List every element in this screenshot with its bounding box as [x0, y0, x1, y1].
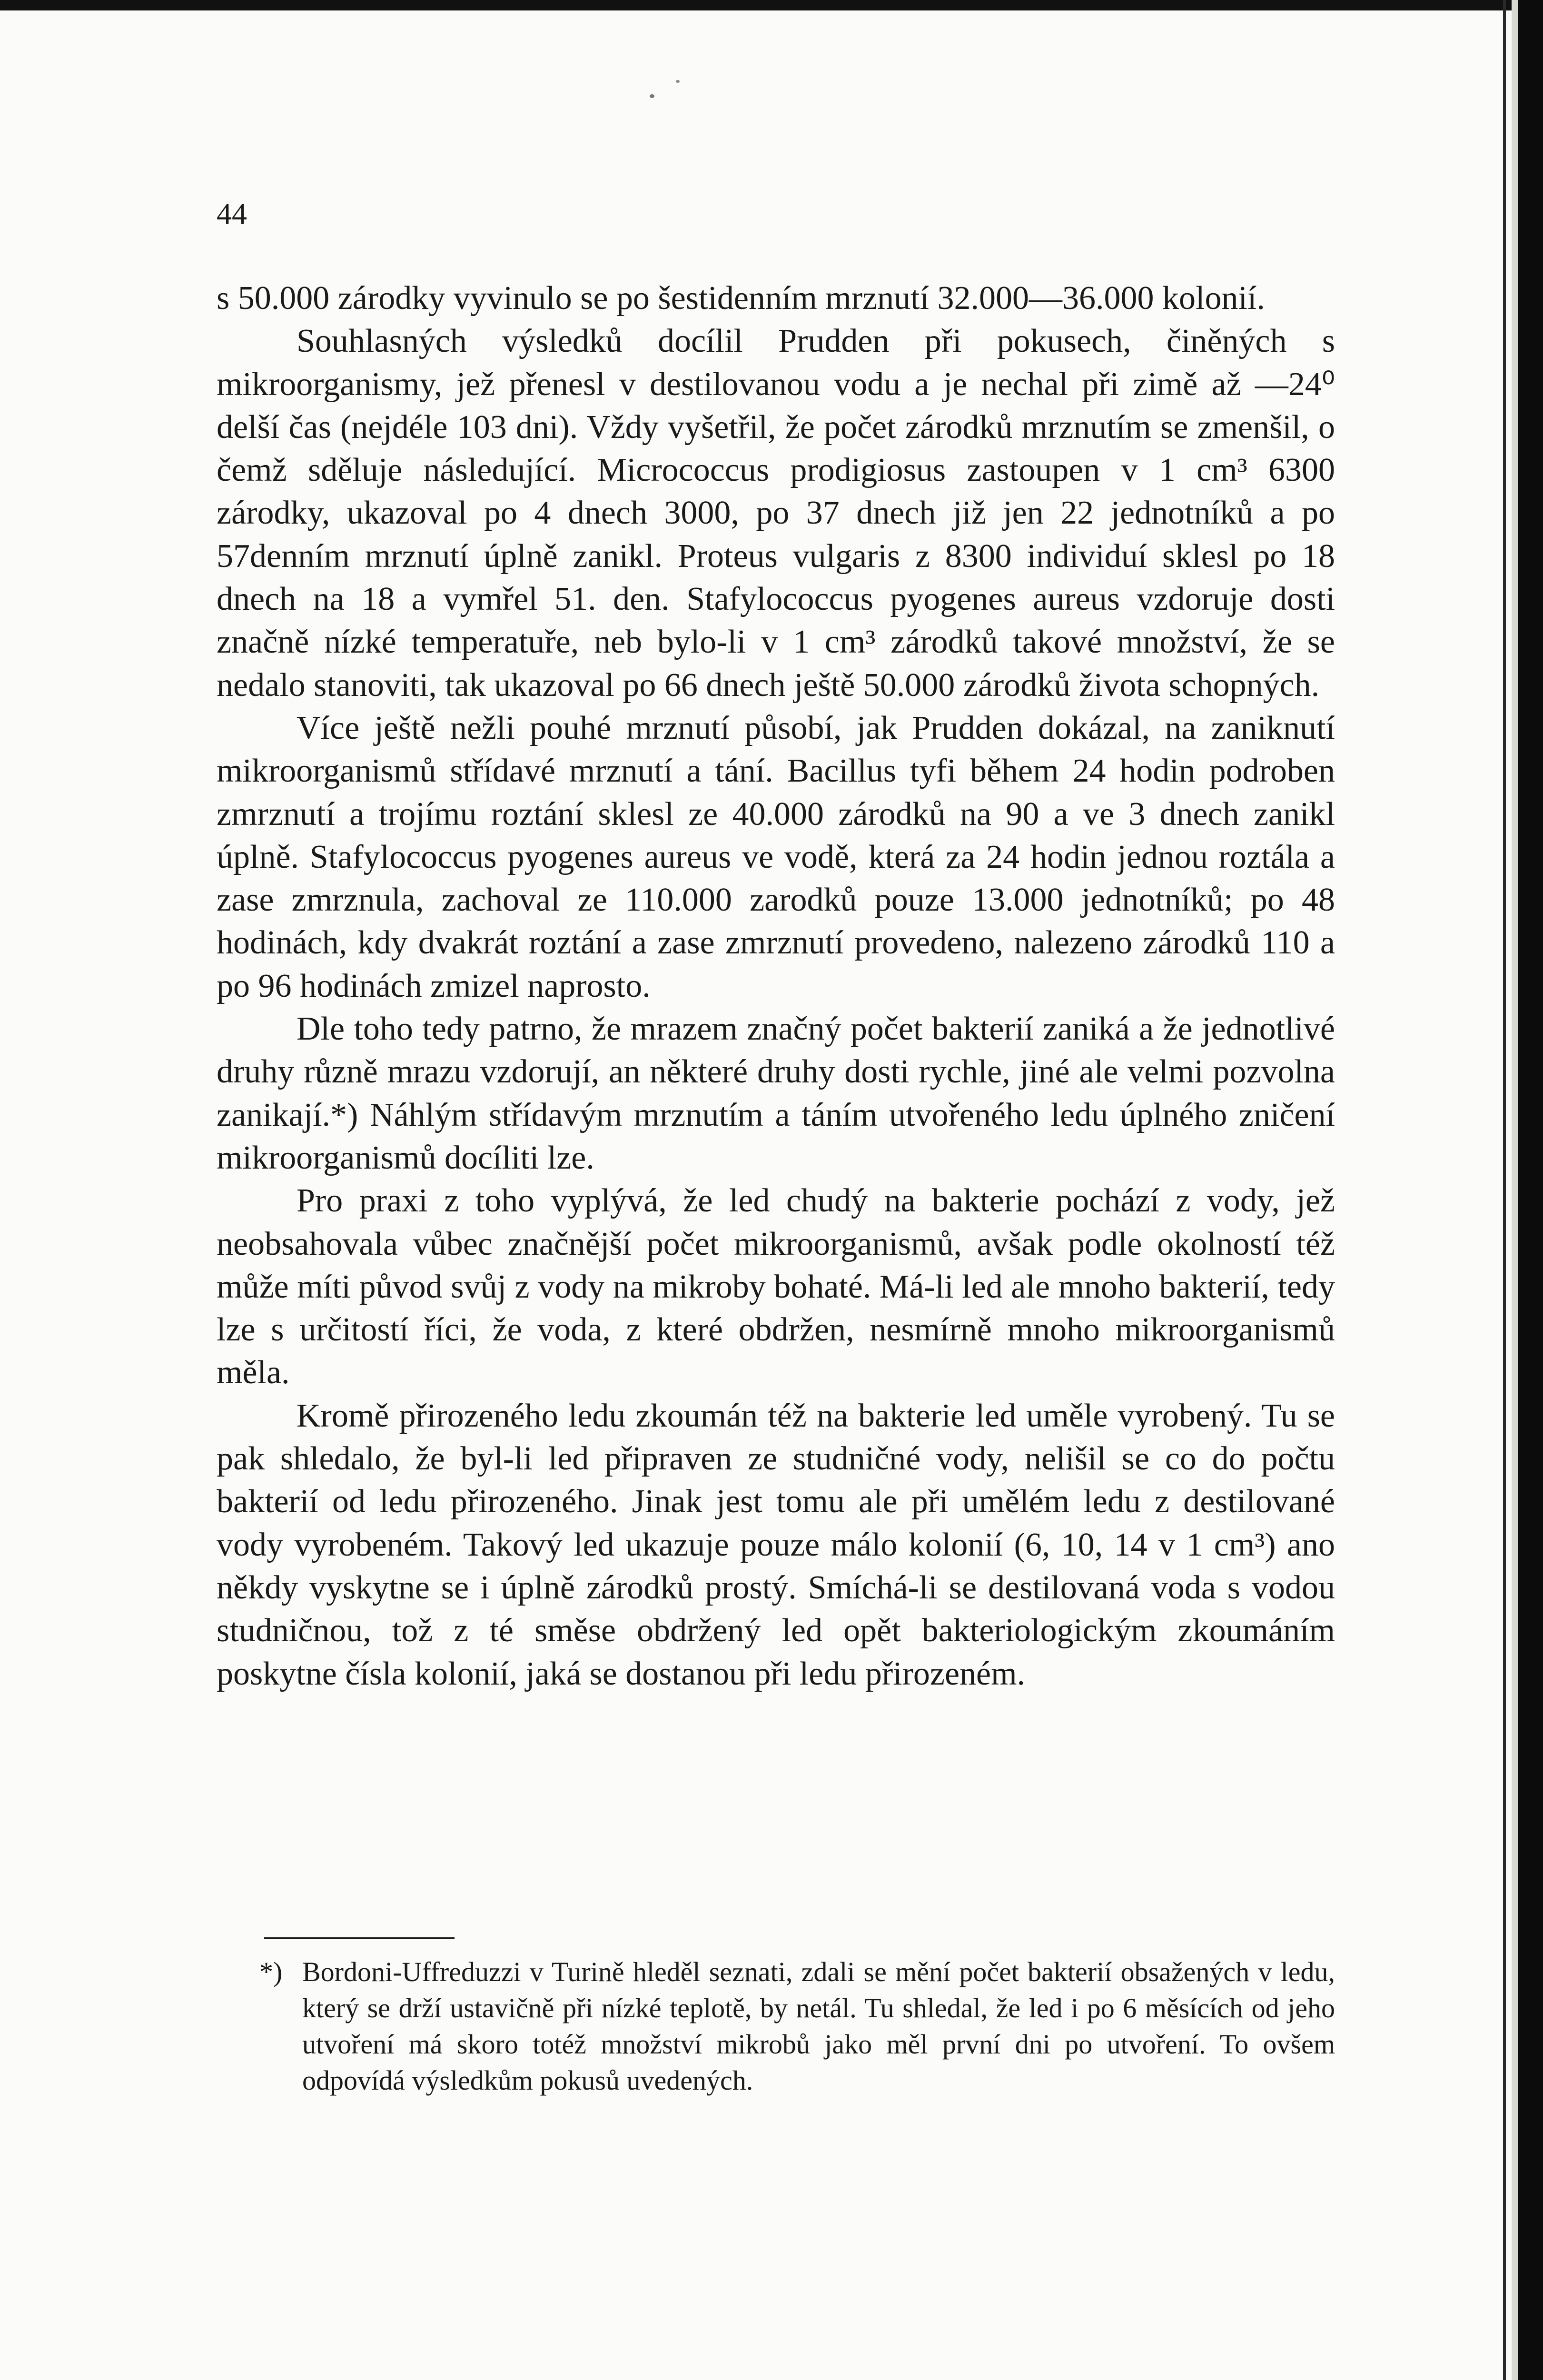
paragraph-5: Pro praxi z toho vyplývá, že led chudý na bakterie pochází z vody, jež neobsahovala vůbec značnější počet mikroorganismů, avšak podle okolností též může míti původ svůj z vody na mikroby bohaté. Má-li led ale mnoho bakterií, tedy lze s určitostí říci, že voda, z které obdržen, nesmírně mnoho mikroorganismů měla. — [217, 1182, 1335, 1391]
paragraph-1: s 50.000 zárodky vyvinulo se po šestidenním mrznutí 32.000—36.000 kolonií. — [217, 280, 1265, 317]
footnote-rule — [264, 1937, 455, 1939]
scan-edge-right — [1518, 0, 1543, 2380]
body-text — [217, 277, 1335, 1696]
paragraph-3: Více ještě nežli pouhé mrznutí působí, jak Prudden dokázal, na zaniknutí mikroorganismů střídavé mrznutí a tání. Bacillus tyfi během 24 hodin podroben zmrznutí a trojímu roztání sklesl ze 40.000 zárodků na 90 a ve 3 dnech zanikl úplně. Stafylococcus pyogenes aureus ve vodě, která za 24 hodin jednou roztála a zase zmrznula, zachoval ze 110.000 zarodků pouze 13.000 jednotníků; po 48 hodinách, kdy dvakrát roztání a zase zmrznutí provedeno, nalezeno zárodků 110 a po 96 hodinách zmizel naprosto. — [217, 709, 1335, 1004]
scan-edge-top — [0, 0, 1543, 10]
footnote — [217, 1954, 1335, 2099]
page-number: 44 — [217, 197, 247, 230]
paragraph-4: Dle toho tedy patrno, že mrazem značný počet bakterií zaniká a že jednotlivé druhy různě mrazu vzdorují, an některé druhy dosti rychle, jiné ale velmi pozvolna zanikají.*) Náhlým střídavým mrznutím a táním utvořeného ledu úplného zničení mikroorganismů docíliti lze. — [217, 1011, 1335, 1176]
footnote-mark: *) — [259, 1956, 283, 1987]
scan-speck — [650, 94, 654, 98]
footnote-text: Bordoni-Uffreduzzi v Turině hleděl seznati, zdali se mění počet bakterií obsažených v ledu, který se drží ustavičně při nízké teplotě, by netál. Tu shledal, že led i po 6 měsících od jeho utvoření má skoro totéž množství mikrobů jako měl první dni po utvoření. To ovšem odpovídá výsledkům pokusů uvedených. — [302, 1956, 1335, 2096]
paragraph-6: Kromě přirozeného ledu zkoumán též na bakterie led uměle vyrobený. Tu se pak shledalo, že byl-li led připraven ze studničné vody, nelišil se co do počtu bakterií od ledu přirozeného. Jinak jest tomu ale při umělém ledu z destilované vody vyrobeném. Takový led ukazuje pouze málo kolonií (6, 10, 14 v 1 cm³) ano někdy vyskytne se i úplně zárodků prostý. Smíchá-li se destilovaná voda s vodou studničnou, tož z té směse obdržený led opět bakteriologickým zkoumáním poskytne čísla kolonií, jaká se dostanou při ledu přirozeném. — [217, 1397, 1335, 1692]
paragraph-2: Souhlasných výsledků docílil Prudden při pokusech, činěných s mikroorganismy, jež přenesl v destilovanou vodu a je nechal při zimě až —24⁰ delší čas (nejdéle 103 dni). Vždy vyšetřil, že počet zárodků mrznutím se zmenšil, o čemž sděluje následující. Micrococcus prodigiosus zastoupen v 1 cm³ 6300 zárodky, ukazoval po 4 dnech 3000, po 37 dnech již jen 22 jednotníků a po 57denním mrznutí úplně zanikl. Proteus vulgaris z 8300 individuí sklesl po 18 dnech na 18 a vymřel 51. den. Stafylococcus pyogenes aureus vzdoruje dosti značně nízké temperatuře, neb bylo-li v 1 cm³ zárodků takové množství, že se nedalo stanoviti, tak ukazoval po 66 dnech ještě 50.000 zárodků života schopných. — [217, 323, 1335, 704]
scan-speck — [676, 80, 680, 83]
scan-edge-inner — [1512, 0, 1518, 2380]
scan-edge-line — [1503, 0, 1506, 2380]
